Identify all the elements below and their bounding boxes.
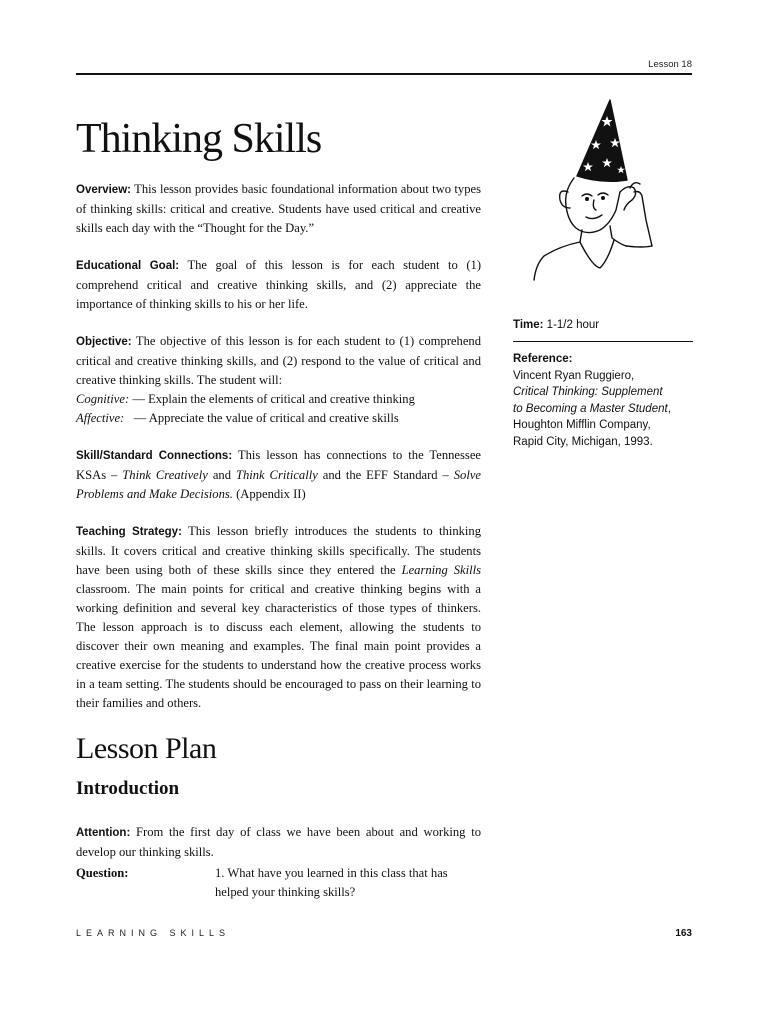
wizard-thinker-illustration (530, 96, 670, 286)
question-row (76, 864, 481, 902)
connections-text-1: This lesson has connections to the Tennessee KSAs – (76, 448, 481, 482)
overview-paragraph (76, 180, 481, 238)
connections-paragraph (76, 446, 481, 504)
attention-label: Attention: (76, 827, 131, 839)
question-text: 1. What have you learned in this class that has helped your thinking skills? (215, 866, 448, 899)
reference-title-1: Critical Thinking: Supplement (513, 386, 663, 398)
time-box (513, 317, 693, 334)
reference-place: Rapid City, Michigan, 1993. (513, 435, 653, 448)
objective-paragraph (76, 332, 481, 428)
question-label: Question: (76, 866, 129, 880)
affective-line (76, 409, 481, 428)
connections-text-4: (Appendix II) (236, 487, 306, 501)
goal-paragraph (76, 256, 481, 314)
lesson-number: Lesson 18 (648, 59, 692, 70)
strategy-text-2: classroom. The main points for critical and creative thinking begins with a working definition and several key characteristics of those types of thinkers. The lesson approach is to discuss each element, allowing the students to discover their own meaning and examples. The final main point provides a creative exercise for the students to understand how the creative process works in a team setting. The students should be encouraged to pass on their learning to their families and others. (76, 582, 481, 710)
cognitive-label: Cognitive: (76, 392, 130, 406)
objective-label: Objective: (76, 336, 132, 348)
reference-comma: , (667, 402, 671, 415)
connections-text-2: and (212, 468, 231, 482)
affective-label: Affective: (76, 411, 125, 425)
attention-text: From the first day of class we have been about and working to develop our thinking skills. (76, 825, 481, 859)
connections-italic-2: Think Critically (235, 468, 318, 482)
page-number: 163 (675, 928, 692, 939)
header-rule (76, 73, 692, 75)
connections-italic-1: Think Creatively (122, 468, 208, 482)
page-title: Thinking Skills (76, 116, 322, 162)
goal-text: The goal of this lesson is for each student to (1) comprehend critical and creative thinking skills, and (2) appreciate the importance of thinking skills to his or her life. (76, 258, 482, 311)
connections-text-3: and the EFF Standard – (322, 468, 449, 482)
footer-series-title: LEARNING SKILLS (76, 928, 231, 938)
overview-text: This lesson provides basic foundational information about two types of thinking skills: critical and creative. Students have used critical and creative skills each day with the “Thought for the Day.” (76, 182, 481, 235)
strategy-italic: Learning Skills (401, 563, 481, 577)
strategy-text-1: This lesson briefly introduces the students to thinking skills. It covers critical and creative thinking skills specifically. The students have been using both of these skills since they entered the (76, 524, 482, 577)
reference-label: Reference: (513, 353, 573, 365)
reference-author: Vincent Ryan Ruggiero, (513, 369, 635, 382)
affective-text: — Appreciate the value of critical and creative skills (133, 411, 399, 425)
introduction-heading: Introduction (76, 778, 180, 799)
connections-italic-3: Solve Problems and Make Decisions. (76, 468, 482, 501)
reference-box (513, 351, 693, 450)
connections-label: Skill/Standard Connections: (76, 450, 233, 462)
time-value: 1-1/2 hour (546, 319, 600, 331)
sidebar-rule (513, 341, 693, 342)
main-column (76, 180, 481, 902)
cognitive-text: — Explain the elements of critical and creative thinking (132, 392, 415, 406)
goal-label: Educational Goal: (76, 260, 180, 272)
time-label: Time: (513, 319, 544, 331)
attention-paragraph (76, 823, 481, 862)
reference-title-2: to Becoming a Master Student (513, 402, 668, 415)
cognitive-line (76, 390, 481, 409)
lesson-plan-heading: Lesson Plan (76, 732, 217, 765)
strategy-paragraph (76, 522, 481, 713)
objective-text: The objective of this lesson is for each student to (1) comprehend critical and creative thinking skills, and (2) respond to the value of critical and creative thinking skills. The student will: (76, 334, 481, 387)
overview-label: Overview: (76, 184, 131, 196)
strategy-label: Teaching Strategy: (76, 526, 182, 538)
reference-publisher: Houghton Mifflin Company, (513, 419, 651, 431)
